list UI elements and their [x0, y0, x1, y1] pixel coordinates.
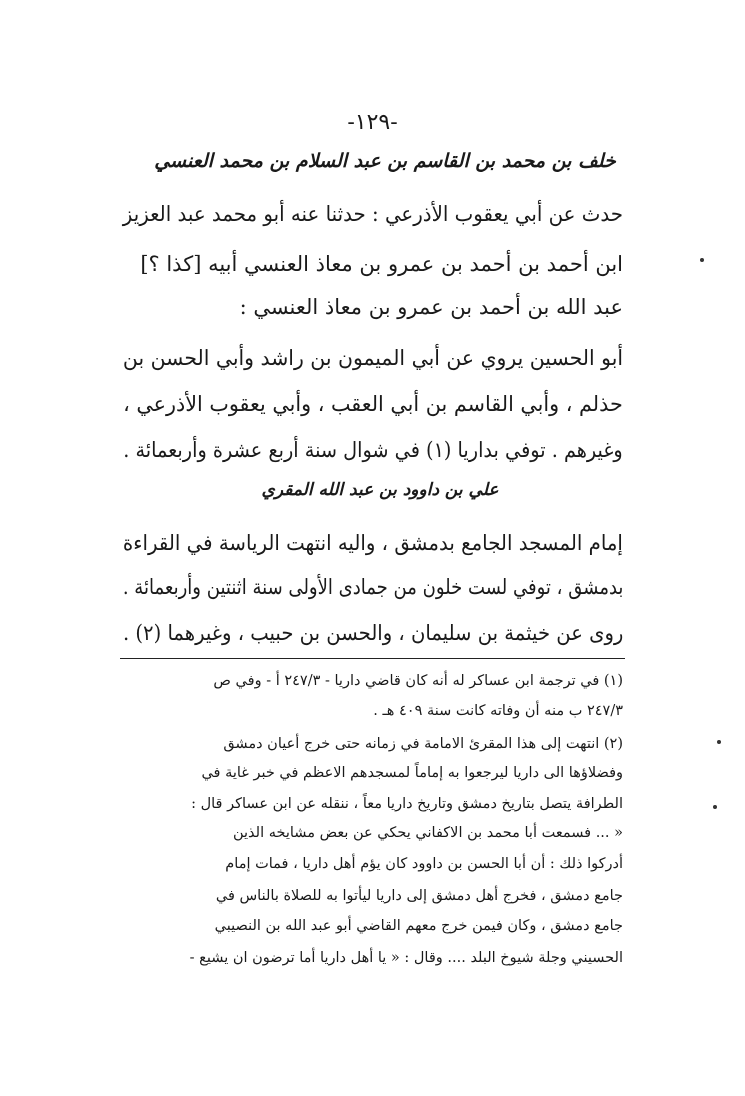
- text-line: وغيرهم . توفي بداريا (١) في شوال سنة أربع عشرة وأربعمائة .: [123, 438, 623, 462]
- footnote-line: « ... فسمعت أبا محمد بن الاكفاني يحكي عن بعض مشايخه الذين: [232, 825, 623, 841]
- scan-speck: [700, 258, 704, 262]
- text-line: روى عن خيثمة بن سليمان ، والحسن بن حبيب ، وغيرهما (٢) .: [122, 621, 623, 645]
- text-line: إمام المسجد الجامع بدمشق ، واليه انتهت الرياسة في القراءة: [123, 531, 623, 555]
- footnote-line: أدركوا ذلك : أن أبا الحسن بن داوود كان يؤم أهل داريا ، فمات إمام: [225, 856, 623, 872]
- footnote-line: جامع دمشق ، فخرج أهل دمشق إلى داريا ليأتوا به للصلاة بالناس في: [215, 888, 623, 904]
- text-line: ابن أحمد بن أحمد بن عمرو بن معاذ العنسي أبيه [كذا ؟]: [140, 252, 623, 276]
- footnote-line: الطرافة يتصل بتاريخ دمشق وتاريخ داريا معاً ، ننقله عن ابن عساكر قال :: [191, 796, 623, 812]
- footnote-line: ٢٤٧/٣ ب منه أن وفاته كانت سنة ٤٠٩ هـ .: [373, 703, 623, 719]
- entry-heading-khalaf: خلف بن محمد بن القاسم بن عبد السلام بن محمد العنسي: [154, 150, 616, 172]
- scan-speck: [713, 805, 717, 809]
- text-line: عبد الله بن أحمد بن عمرو بن معاذ العنسي :: [239, 295, 623, 319]
- footnote-line: جامع دمشق ، وكان فيمن خرج معهم القاضي أبو عبد الله بن النصيبي: [214, 918, 623, 934]
- text-line: أبو الحسين يروي عن أبي الميمون بن راشد وأبي الحسن بن: [122, 346, 623, 370]
- footnote-line: وفضلاؤها الى داريا ليرجعوا به إماماً لمسجدهم الاعظم في خبر غاية في: [201, 765, 623, 781]
- page-number: -١٢٩-: [347, 110, 398, 135]
- text-line: حذلم ، وأبي القاسم بن أبي العقب ، وأبي يعقوب الأذرعي ،: [123, 392, 623, 416]
- footnote-divider: [120, 658, 625, 659]
- text-line: بدمشق ، توفي لست خلون من جمادى الأولى سنة اثنتين وأربعمائة .: [122, 575, 623, 599]
- text-line: حدث عن أبي يعقوب الأذرعي : حدثنا عنه أبو محمد عبد العزيز: [122, 202, 623, 226]
- footnote-line: (٢) انتهت إلى هذا المقرئ الامامة في زمانه حتى خرج أعيان دمشق: [223, 736, 623, 752]
- footnote-line: (١) في ترجمة ابن عساكر له أنه كان قاضي داريا - ٢٤٧/٣ أ - وفي ص: [213, 673, 623, 689]
- scan-speck: [717, 740, 721, 744]
- entry-heading-ali: علي بن داوود بن عبد الله المقري: [261, 480, 499, 500]
- footnote-line: الحسيني وجلة شيوخ البلد .... وقال : « يا أهل داريا أما ترضون ان يشيع -: [189, 950, 623, 966]
